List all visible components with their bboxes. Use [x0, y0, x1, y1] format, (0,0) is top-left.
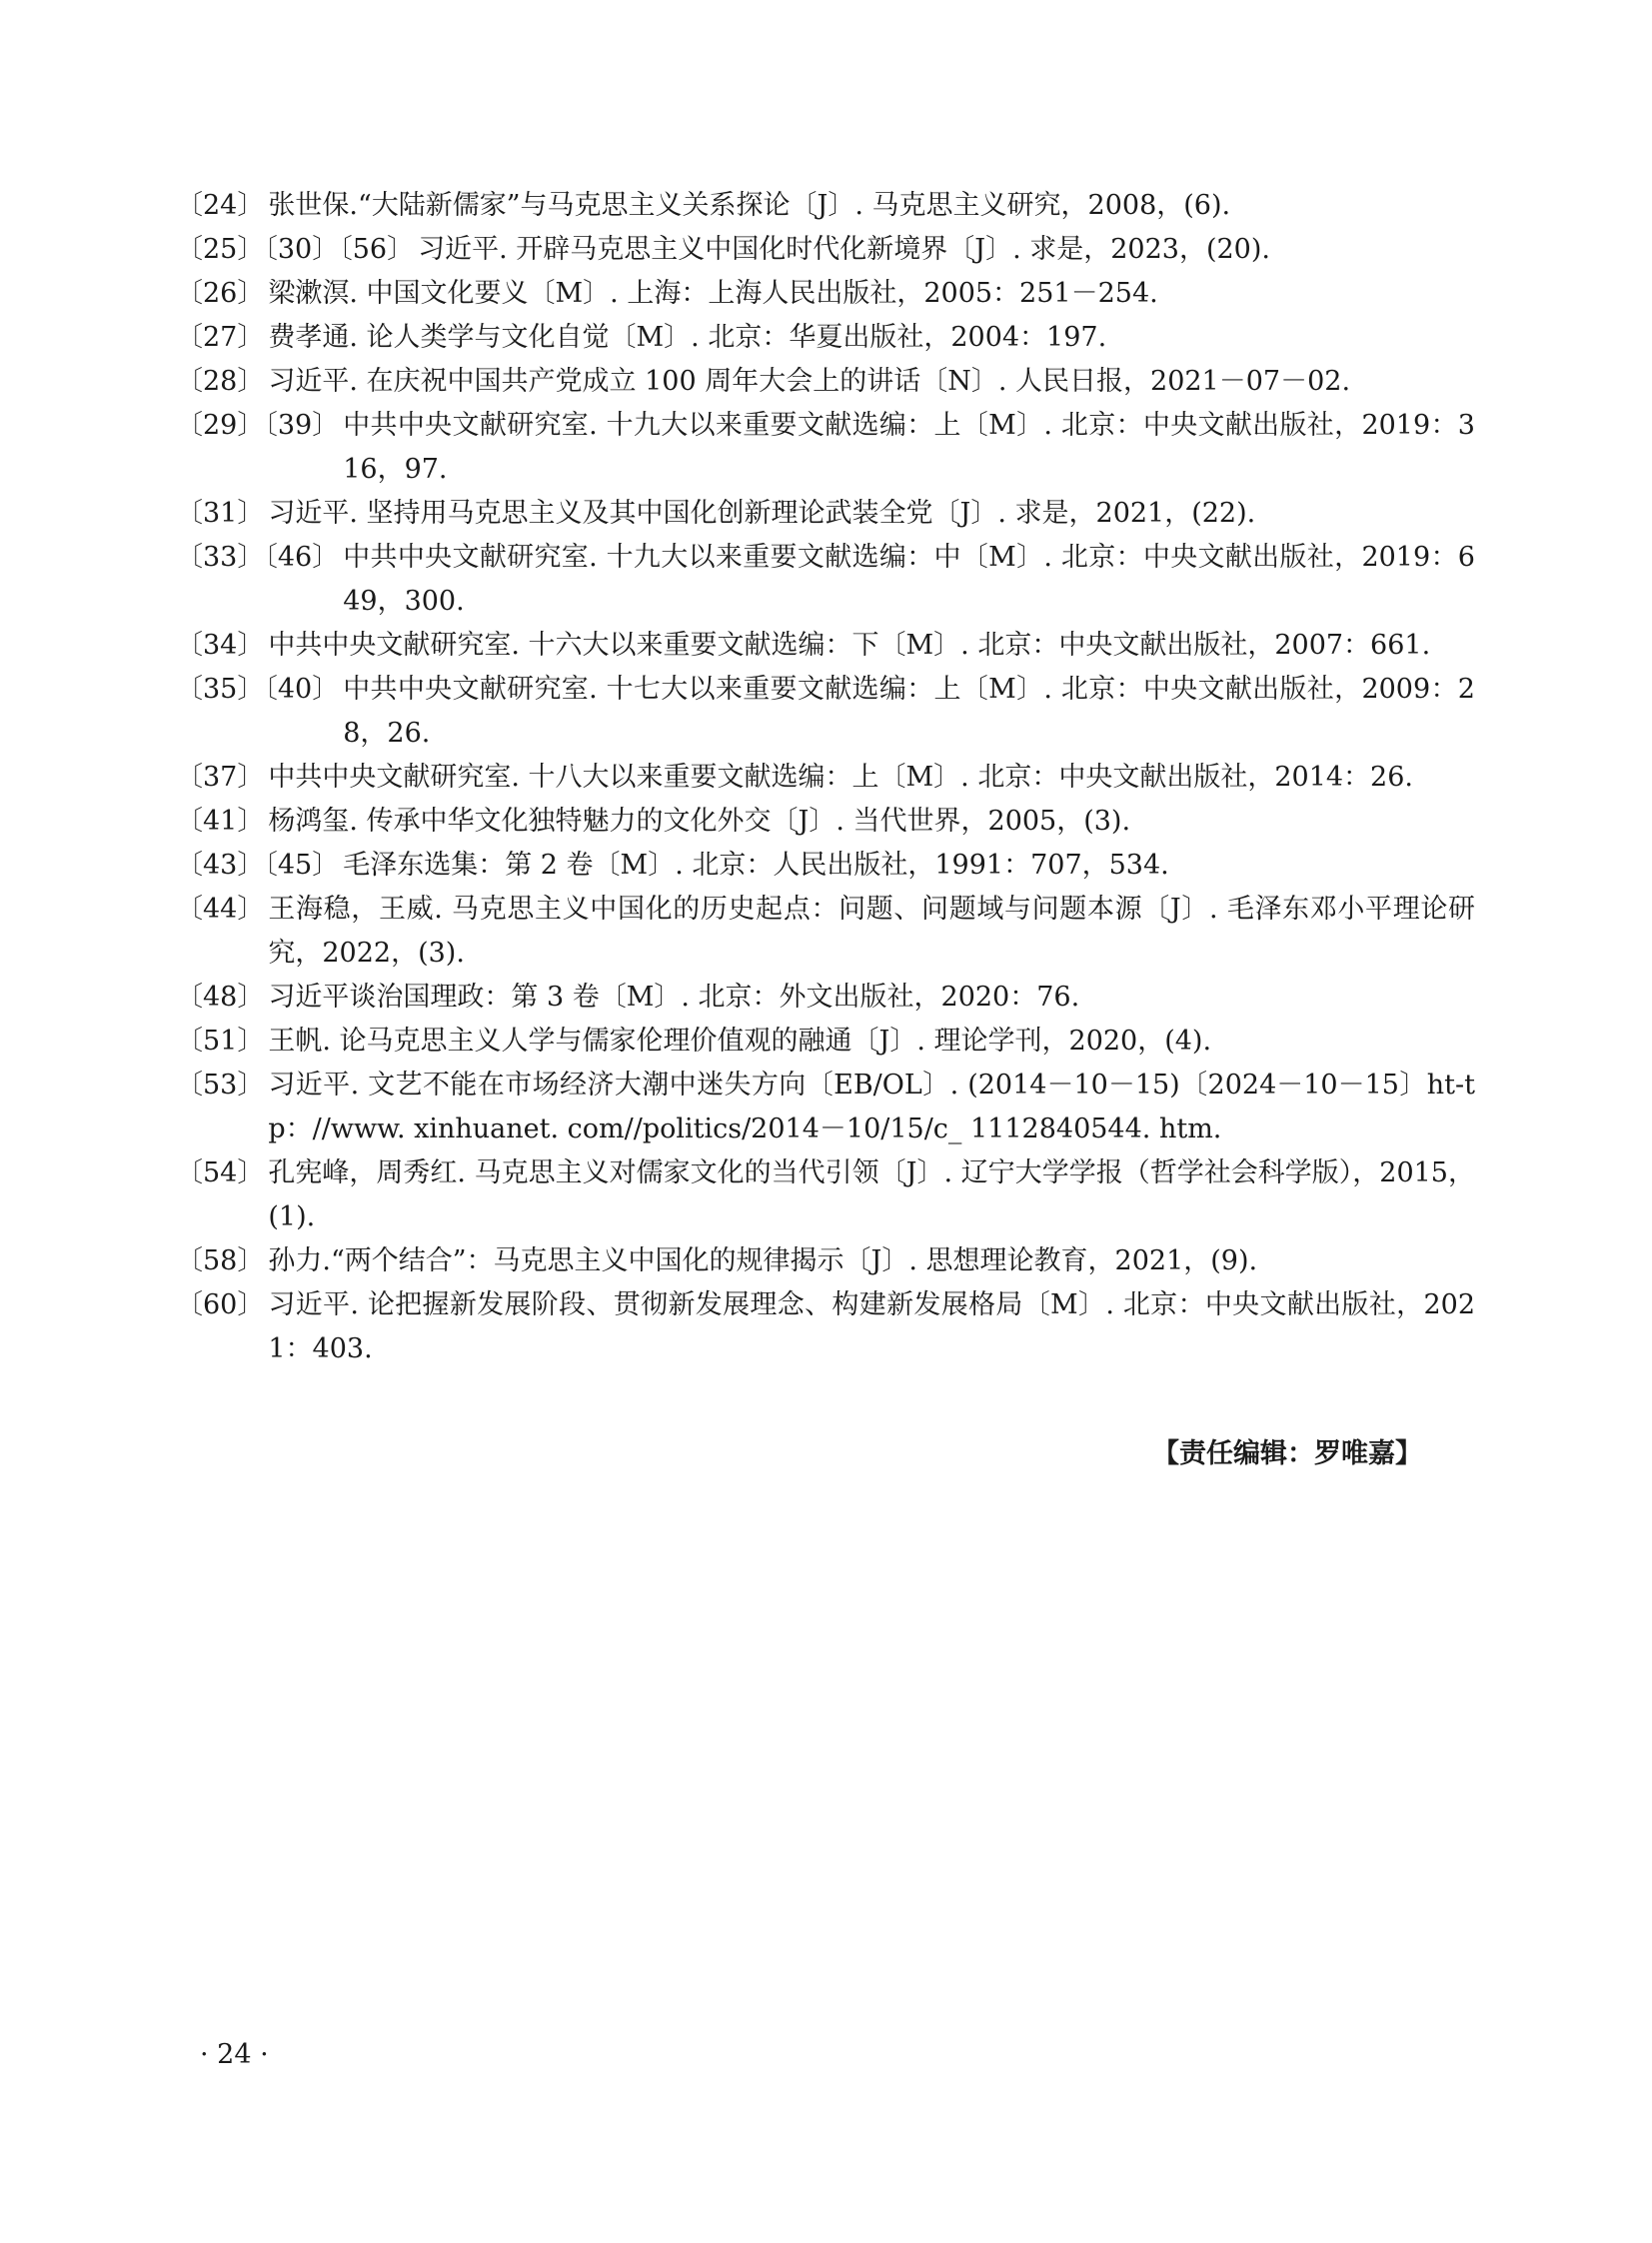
reference-text: 孙力.“两个结合”：马克思主义中国化的规律揭示〔J〕. 思想理论教育，2021，(9).: [268, 1245, 1258, 1276]
reference-text: 习近平谈治国理政：第 3 卷〔M〕. 北京：外文出版社，2020：76.: [268, 982, 1080, 1013]
reference-text: 梁漱溟. 中国文化要义〔M〕. 上海：上海人民出版社，2005：251－254.: [268, 278, 1158, 309]
reference-entry: [176, 888, 1475, 976]
reference-text: 习近平. 文艺不能在市场经济大潮中迷失方向〔EB/OL〕. (2014－10－15)〔2024－10－15〕ht-tp：//www. xinhuanet. com//politics/2014－10/15/c_ 1112840544. htm.: [268, 1070, 1475, 1144]
reference-number: 〔25〕〔30〕〔56〕: [176, 234, 415, 265]
reference-number: 〔31〕: [176, 498, 265, 529]
reference-number: 〔43〕〔45〕: [176, 850, 340, 881]
reference-entry: [176, 1020, 1475, 1064]
reference-number: 〔48〕: [176, 982, 265, 1013]
reference-number: 〔41〕: [176, 806, 265, 837]
reference-entry: [176, 536, 1475, 624]
reference-number: 〔26〕: [176, 278, 265, 309]
reference-entry: [176, 1151, 1475, 1239]
reference-entry: [176, 492, 1475, 536]
reference-text: 中共中央文献研究室. 十七大以来重要文献选编：上〔M〕. 北京：中央文献出版社，2009：28，26.: [343, 674, 1475, 749]
reference-text: 习近平. 坚持用马克思主义及其中国化创新理论武装全党〔J〕. 求是，2021，(22).: [268, 498, 1256, 529]
reference-text: 张世保.“大陆新儒家”与马克思主义关系探论〔J〕. 马克思主义研究，2008，(6).: [268, 190, 1231, 221]
reference-text: 中共中央文献研究室. 十八大以来重要文献选编：上〔M〕. 北京：中央文献出版社，2014：26.: [268, 762, 1413, 793]
reference-entry: [176, 404, 1475, 492]
reference-entry: [176, 756, 1475, 800]
reference-number: 〔35〕〔40〕: [176, 674, 340, 705]
reference-list: [176, 184, 1475, 1371]
reference-text: 习近平. 论把握新发展阶段、贯彻新发展理念、构建新发展格局〔M〕. 北京：中央文献出版社，2021：403.: [268, 1289, 1475, 1364]
reference-text: 中共中央文献研究室. 十九大以来重要文献选编：中〔M〕. 北京：中央文献出版社，2019：649，300.: [343, 542, 1475, 617]
page-number: · 24 ·: [200, 2039, 269, 2070]
reference-entry: [176, 1239, 1475, 1283]
reference-number: 〔24〕: [176, 190, 265, 221]
reference-number: 〔28〕: [176, 366, 265, 397]
reference-entry: [176, 228, 1475, 272]
reference-text: 王帆. 论马克思主义人学与儒家伦理价值观的融通〔J〕. 理论学刊，2020，(4).: [268, 1026, 1212, 1057]
reference-number: 〔44〕: [176, 894, 265, 925]
reference-number: 〔33〕〔46〕: [176, 542, 340, 573]
reference-entry: [176, 1064, 1475, 1151]
responsible-editor-note: 【责任编辑：罗唯嘉】: [1152, 1438, 1422, 1469]
reference-entry: [176, 184, 1475, 228]
reference-text: 费孝通. 论人类学与文化自觉〔M〕. 北京：华夏出版社，2004：197.: [268, 322, 1107, 353]
reference-entry: [176, 316, 1475, 360]
reference-entry: [176, 844, 1475, 888]
reference-number: 〔34〕: [176, 630, 265, 661]
reference-text: 杨鸿玺. 传承中华文化独特魅力的文化外交〔J〕. 当代世界，2005，(3).: [268, 806, 1131, 837]
reference-number: 〔37〕: [176, 762, 265, 793]
reference-number: 〔27〕: [176, 322, 265, 353]
reference-number: 〔58〕: [176, 1245, 265, 1276]
reference-entry: [176, 272, 1475, 316]
reference-number: 〔29〕〔39〕: [176, 410, 340, 441]
reference-number: 〔51〕: [176, 1026, 265, 1057]
reference-text: 孔宪峰，周秀红. 马克思主义对儒家文化的当代引领〔J〕. 辽宁大学学报（哲学社会科学版），2015，(1).: [268, 1157, 1475, 1232]
reference-text: 中共中央文献研究室. 十九大以来重要文献选编：上〔M〕. 北京：中央文献出版社，2019：316，97.: [343, 410, 1475, 485]
reference-number: 〔53〕: [176, 1070, 265, 1101]
reference-text: 习近平. 开辟马克思主义中国化时代化新境界〔J〕. 求是，2023，(20).: [418, 234, 1270, 265]
reference-text: 习近平. 在庆祝中国共产党成立 100 周年大会上的讲话〔N〕. 人民日报，2021－07－02.: [268, 366, 1351, 397]
reference-entry: [176, 976, 1475, 1020]
reference-entry: [176, 668, 1475, 756]
reference-number: 〔54〕: [176, 1157, 265, 1188]
reference-entry: [176, 624, 1475, 668]
reference-text: 毛泽东选集：第 2 卷〔M〕. 北京：人民出版社，1991：707，534.: [343, 850, 1169, 881]
reference-text: 王海稳，王威. 马克思主义中国化的历史起点：问题、问题域与问题本源〔J〕. 毛泽东邓小平理论研究，2022，(3).: [268, 894, 1475, 969]
reference-number: 〔60〕: [176, 1289, 265, 1320]
reference-entry: [176, 360, 1475, 404]
reference-entry: [176, 800, 1475, 844]
reference-text: 中共中央文献研究室. 十六大以来重要文献选编：下〔M〕. 北京：中央文献出版社，2007：661.: [268, 630, 1431, 661]
reference-entry: [176, 1283, 1475, 1371]
